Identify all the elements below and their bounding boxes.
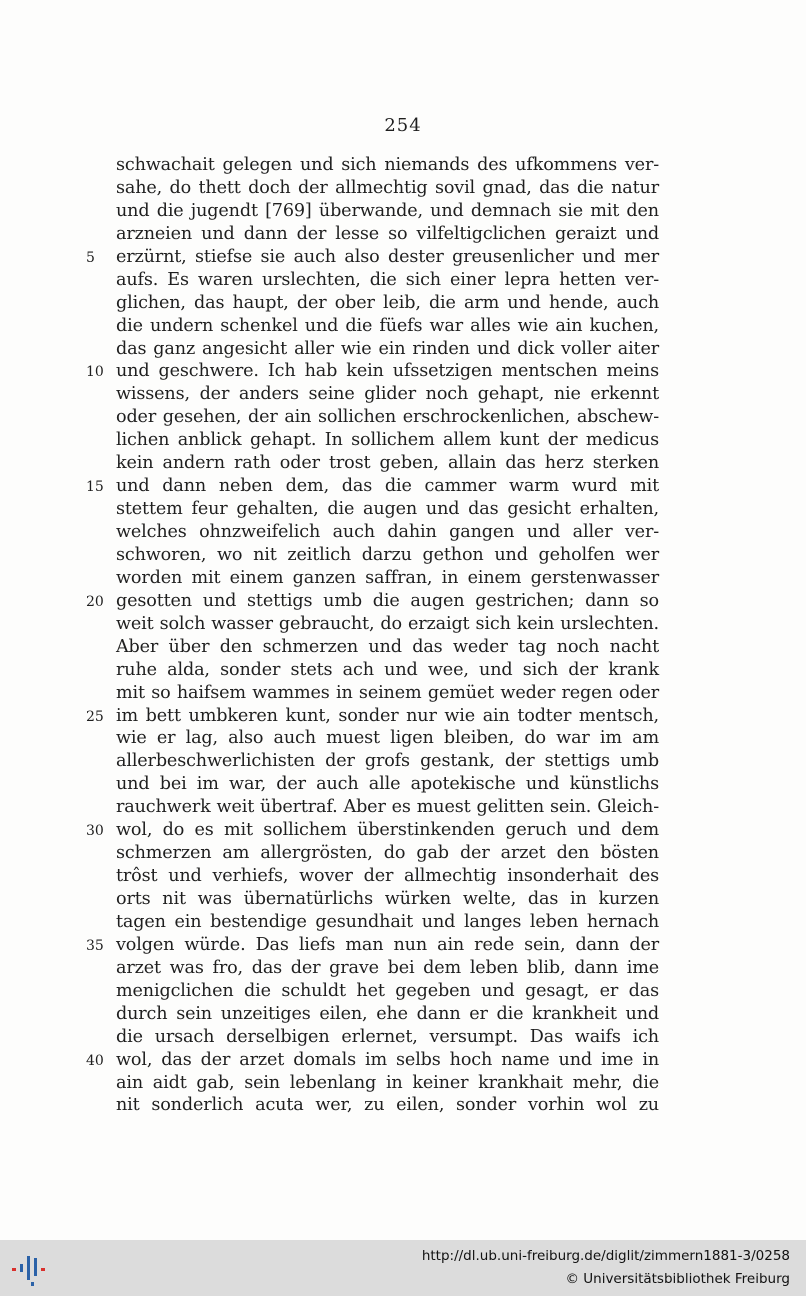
line-text: im bett umbkeren kunt, sonder nur wie ain todter mentsch, (116, 705, 659, 726)
line-text: tagen ein bestendige gesundhait und langes leben hernach (116, 911, 659, 932)
text-line (116, 1003, 659, 1026)
footer-copyright: © Universitätsbibliothek Freiburg (565, 1271, 790, 1287)
line-text: orts nit was übernatürlichs würken welte, das in kurzen (116, 889, 659, 909)
text-line (116, 727, 659, 750)
line-text: schwachait gelegen und sich niemands des ufkommens ver- (116, 155, 659, 175)
text-line (116, 842, 659, 865)
line-text: wie er lag, also auch muest ligen bleiben, do war im am (116, 728, 659, 749)
line-number: 40 (86, 1052, 104, 1069)
line-text: erzürnt, stiefse sie auch also dester greusenlicher und mer (116, 246, 659, 267)
line-text: und dann neben dem, das die cammer warm wurd mit (116, 476, 659, 497)
line-text: weit solch wasser gebraucht, do erzaigt sich kein urslechten. (116, 613, 659, 634)
text-line (116, 773, 659, 796)
line-text: stettem feur gehalten, die augen und das gesicht erhalten, (116, 499, 659, 520)
text-line (116, 406, 659, 429)
text-line (86, 705, 659, 728)
text-line (116, 613, 659, 636)
text-line (116, 269, 659, 292)
text-line (116, 154, 659, 177)
text-line (116, 521, 659, 544)
text-line (116, 452, 659, 475)
ub-freiburg-logo-icon (10, 1248, 50, 1288)
line-text: arzet was fro, das der grave bei dem leben blib, dann ime (116, 957, 659, 978)
line-number: 5 (86, 249, 95, 266)
line-text: durch sein unzeitiges eilen, ehe dann er die krankheit und (116, 1003, 659, 1024)
footer-bar (0, 1240, 806, 1296)
line-text: rauchwerk weit übertraf. Aber es muest gelitten sein. Gleich- (116, 797, 659, 818)
line-number: 10 (86, 364, 104, 381)
line-text: glichen, das haupt, der ober leib, die arm und hende, auch (116, 292, 659, 313)
line-text: kein andern rath oder trost geben, allain das herz sterken (116, 453, 659, 474)
line-text: trôst und verhiefs, wover der allmechtig insonderhait des (116, 866, 659, 887)
text-line (116, 292, 659, 315)
text-line (116, 383, 659, 406)
line-text: die ursach derselbigen erlernet, versumpt. Das waifs ich (116, 1026, 659, 1047)
line-text: ruhe alda, sonder stets ach und wee, und sich der krank (116, 659, 659, 680)
text-line (116, 636, 659, 659)
text-line (116, 980, 659, 1003)
text-line (116, 888, 659, 911)
text-line (116, 338, 659, 361)
line-text: welches ohnzweifelich auch dahin gangen und aller ver- (116, 522, 659, 542)
text-line (86, 1049, 659, 1072)
text-line (86, 819, 659, 842)
text-line (116, 957, 659, 980)
line-text: arzneien und dann der lesse so vilfeltigclichen geraizt und (116, 223, 659, 244)
text-line (116, 223, 659, 246)
text-line (116, 429, 659, 452)
line-number: 20 (86, 593, 104, 610)
line-number: 30 (86, 823, 104, 840)
line-text: die undern schenkel und die füefs war alles wie ain kuchen, (116, 315, 659, 336)
line-text: lichen anblick gehapt. In sollichem allem kunt der medicus (116, 430, 659, 451)
text-line (116, 911, 659, 934)
text-line (116, 1072, 659, 1095)
line-text: und bei im war, der auch alle apotekische und künstlichs (116, 774, 659, 795)
text-line (86, 934, 659, 957)
line-text: mit so haifsem wammes in seinem gemüet weder regen oder (116, 682, 659, 703)
text-line (116, 200, 659, 223)
text-line (116, 567, 659, 590)
text-line (116, 750, 659, 773)
line-text: Aber über den schmerzen und das weder tag noch nacht (116, 636, 659, 657)
text-line (86, 475, 659, 498)
line-text: und die jugendt [769] überwande, und demnach sie mit den (116, 200, 659, 221)
line-text: worden mit einem ganzen saffran, in einem gerstenwasser (116, 567, 659, 588)
line-text: wol, do es mit sollichem überstinkenden geruch und dem (116, 820, 659, 841)
text-line (116, 498, 659, 521)
line-text: sahe, do thett doch der allmechtig sovil gnad, das die natur (116, 177, 659, 198)
line-number: 25 (86, 708, 104, 725)
line-number: 35 (86, 937, 104, 954)
line-text: menigclichen die schuldt het gegeben und gesagt, er das (116, 980, 659, 1001)
line-text: schworen, wo nit zeitlich darzu gethon und geholfen wer (116, 544, 659, 565)
page-number: 254 (384, 115, 422, 136)
footer-url-link[interactable]: http://dl.ub.uni-freiburg.de/diglit/zimmern1881-3/0258 (421, 1248, 790, 1264)
line-text: und geschwere. Ich hab kein ufssetzigen mentschen meins (116, 361, 659, 382)
line-text: das ganz angesicht aller wie ein rinden und dick voller aiter (116, 338, 659, 359)
line-text: allerbeschwerlichisten der grofs gestank, der stettigs umb (116, 751, 659, 772)
line-text: oder gesehen, der ain sollichen erschrockenlichen, abschew- (116, 407, 659, 428)
text-line (116, 659, 659, 682)
line-text: wissens, der anders seine glider noch gehapt, nie erkennt (116, 384, 659, 405)
text-line (116, 865, 659, 888)
line-text: aufs. Es waren urslechten, die sich einer lepra hetten ver- (116, 269, 659, 290)
line-text: schmerzen am allergrösten, do gab der arzet den bösten (116, 843, 659, 864)
text-line (116, 177, 659, 200)
text-line (86, 360, 659, 383)
line-text: volgen würde. Das liefs man nun ain rede sein, dann der (116, 934, 659, 955)
text-line (116, 1094, 659, 1117)
text-line (116, 544, 659, 567)
line-text: nit sonderlich acuta wer, zu eilen, sonder vorhin wol zu (116, 1095, 659, 1116)
text-line (86, 246, 659, 269)
text-block (86, 154, 659, 1117)
text-line (116, 796, 659, 819)
text-line (86, 590, 659, 613)
line-number: 15 (86, 479, 104, 496)
line-text: gesotten und stettigs umb die augen gestrichen; dann so (116, 590, 659, 611)
line-text: ain aidt gab, sein lebenlang in keiner krankhait mehr, die (116, 1072, 659, 1093)
text-line (116, 682, 659, 705)
text-line (116, 1026, 659, 1049)
line-text: wol, das der arzet domals im selbs hoch name und ime in (116, 1049, 659, 1070)
text-line (116, 315, 659, 338)
